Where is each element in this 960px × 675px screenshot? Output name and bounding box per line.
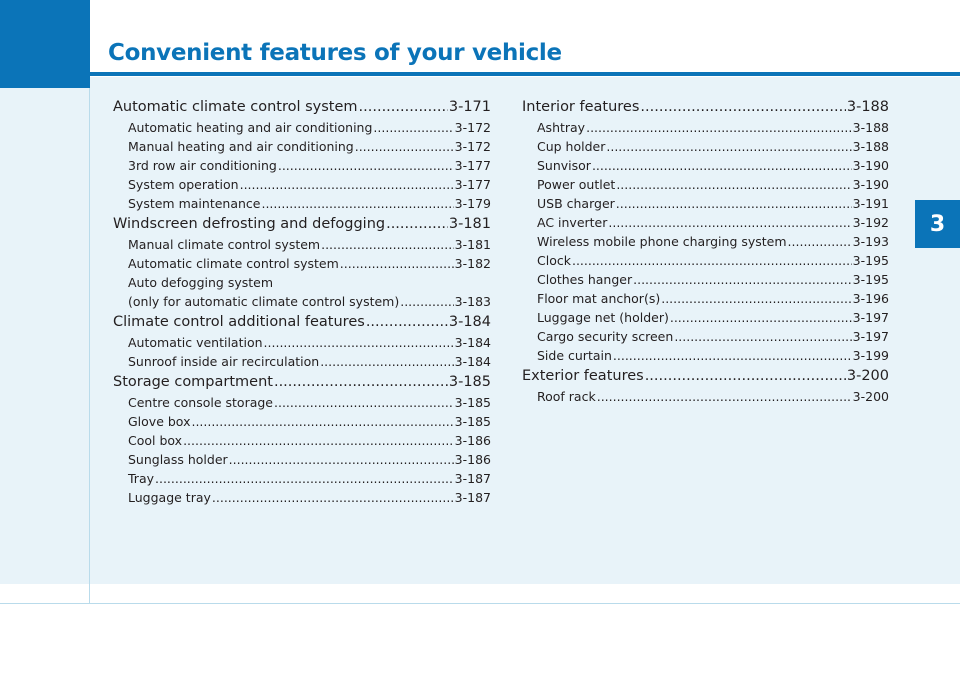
toc-item[interactable]: Cup holder ..... 3-188 (522, 137, 889, 156)
toc-item[interactable]: System operation ..... 3-177 (113, 175, 491, 194)
toc-left-column (113, 96, 491, 507)
footer-divider (0, 603, 960, 604)
margin-divider (89, 88, 90, 604)
toc-item[interactable]: Sunroof inside air recirculation ..... 3-184 (113, 352, 491, 371)
toc-item-auto-defogging-cont[interactable]: (only for automatic climate control system) ..... 3-183 (113, 292, 491, 311)
toc-item[interactable]: Luggage tray ..... 3-187 (113, 488, 491, 507)
toc-section-windscreen-defrosting[interactable]: Windscreen defrosting and defogging ..... 3-181 (113, 214, 491, 235)
toc-item[interactable]: System maintenance ..... 3-179 (113, 194, 491, 213)
page-title: Convenient features of your vehicle (108, 40, 562, 66)
chapter-tab[interactable] (915, 200, 960, 248)
toc-item-auto-defogging[interactable]: Auto defogging system (128, 275, 274, 290)
toc-section-climate-control[interactable]: Automatic climate control system ..... 3-171 (113, 97, 491, 118)
toc-item[interactable]: Cargo security screen ..... 3-197 (522, 327, 889, 346)
toc-item[interactable]: USB charger ..... 3-191 (522, 194, 889, 213)
toc-item[interactable]: Power outlet ..... 3-190 (522, 175, 889, 194)
toc-item[interactable]: Clock ..... 3-195 (522, 251, 889, 270)
toc-item[interactable]: Cool box ..... 3-186 (113, 431, 491, 450)
toc-section-storage[interactable]: Storage compartment ..... 3-185 (113, 372, 491, 393)
toc-item[interactable]: Roof rack ..... 3-200 (522, 387, 889, 406)
toc-item[interactable]: Sunvisor ..... 3-190 (522, 156, 889, 175)
toc-section-climate-additional[interactable]: Climate control additional features ..... 3-184 (113, 312, 491, 333)
title-rule (90, 72, 960, 76)
toc-item[interactable]: AC inverter ..... 3-192 (522, 213, 889, 232)
toc-item[interactable]: Luggage net (holder) ..... 3-197 (522, 308, 889, 327)
chapter-number: 3 (929, 211, 946, 237)
toc-item[interactable]: Glove box ..... 3-185 (113, 412, 491, 431)
toc-item[interactable]: Automatic ventilation ..... 3-184 (113, 333, 491, 352)
corner-block (0, 0, 90, 88)
toc-item[interactable]: Wireless mobile phone charging system ..... 3-193 (522, 232, 889, 251)
toc-item[interactable]: Sunglass holder ..... 3-186 (113, 450, 491, 469)
toc-section-exterior-features[interactable]: Exterior features ..... 3-200 (522, 366, 889, 387)
toc-item[interactable]: Centre console storage ..... 3-185 (113, 393, 491, 412)
toc-right-column (522, 96, 889, 406)
toc-item[interactable]: Floor mat anchor(s) ..... 3-196 (522, 289, 889, 308)
toc-item[interactable]: 3rd row air conditioning ..... 3-177 (113, 156, 491, 175)
toc-item[interactable]: Manual climate control system ..... 3-181 (113, 235, 491, 254)
toc-item[interactable]: Clothes hanger ..... 3-195 (522, 270, 889, 289)
toc-item[interactable]: Automatic heating and air conditioning ..... 3-172 (113, 118, 491, 137)
toc-section-interior-features[interactable]: Interior features ..... 3-188 (522, 97, 889, 118)
toc-item[interactable]: Manual heating and air conditioning ..... 3-172 (113, 137, 491, 156)
toc-item[interactable]: Ashtray ..... 3-188 (522, 118, 889, 137)
left-margin-panel (0, 88, 89, 584)
toc-item[interactable]: Side curtain ..... 3-199 (522, 346, 889, 365)
toc-item[interactable]: Automatic climate control system ..... 3-182 (113, 254, 491, 273)
toc-item[interactable]: Tray ..... 3-187 (113, 469, 491, 488)
